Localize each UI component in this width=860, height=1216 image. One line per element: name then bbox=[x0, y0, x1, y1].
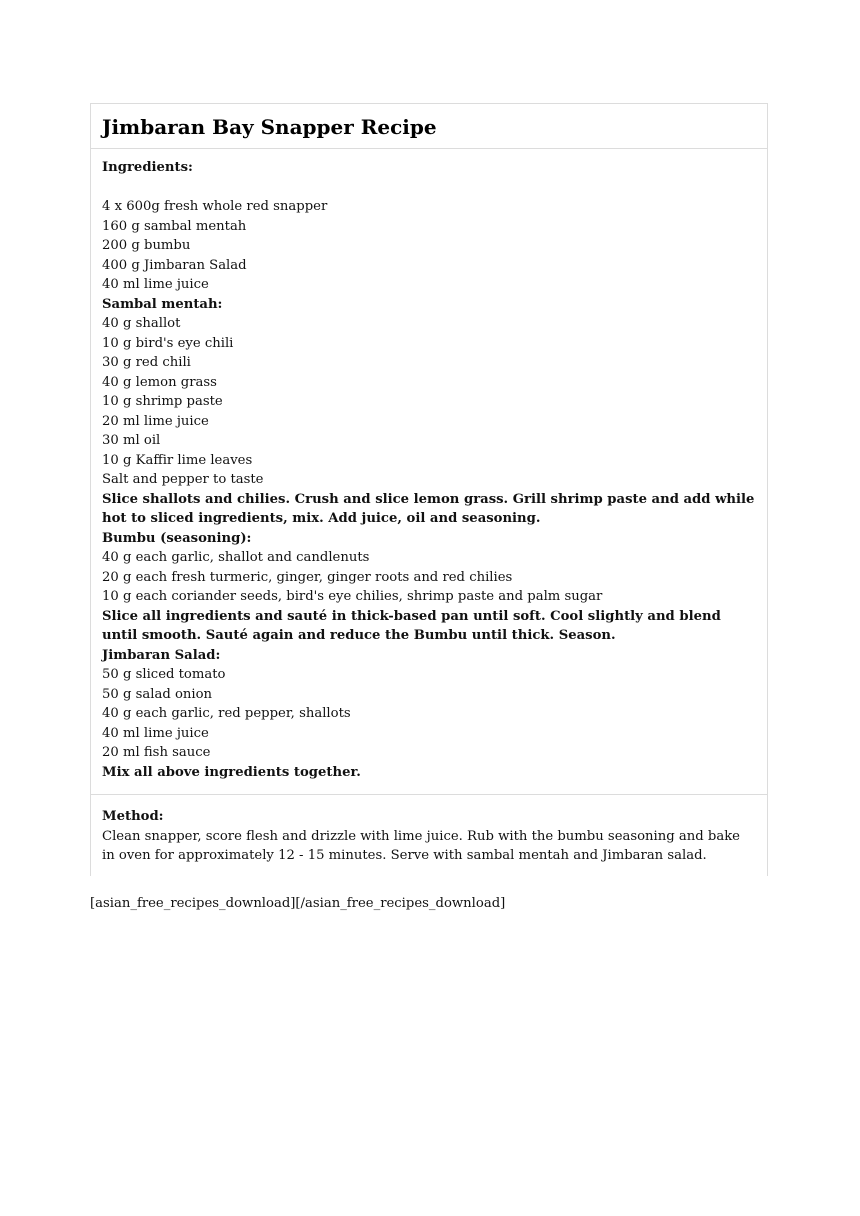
recipe-title: Jimbaran Bay Snapper Recipe bbox=[102, 115, 437, 139]
sambal-item: 40 g shallot bbox=[102, 316, 181, 331]
bumbu-instructions: Slice all ingredients and sauté in thick-based pan until soft. Cool slightly and blend until smooth. Sauté again and reduce the Bumbu until thick. Season. bbox=[102, 608, 721, 643]
sambal-instructions: Slice shallots and chilies. Crush and slice lemon grass. Grill shrimp paste and add while hot to sliced ingredients, mix. Add juice, oil and seasoning. bbox=[102, 491, 755, 526]
sambal-item: 30 ml oil bbox=[102, 433, 161, 448]
recipe-header bbox=[91, 104, 767, 149]
method-text: Clean snapper, score flesh and drizzle with lime juice. Rub with the bumbu seasoning and bake in oven for approximately 12 - 15 minutes. Serve with sambal mentah and Jimbaran salad. bbox=[102, 828, 740, 863]
ingredient-item: 160 g sambal mentah bbox=[102, 218, 247, 234]
salad-item: 20 ml fish sauce bbox=[102, 745, 211, 760]
sambal-item: 30 g red chili bbox=[102, 355, 191, 370]
ingredients-heading: Ingredients: bbox=[102, 160, 193, 175]
ingredient-item: 40 ml lime juice bbox=[102, 277, 209, 292]
method-section bbox=[91, 795, 767, 876]
sambal-item: 10 g shrimp paste bbox=[102, 394, 223, 409]
ingredient-item: 4 x 600g fresh whole red snapper bbox=[102, 199, 328, 214]
salad-item: 40 ml lime juice bbox=[102, 725, 209, 741]
sambal-heading: Sambal mentah: bbox=[102, 296, 223, 312]
bumbu-item: 10 g each coriander seeds, bird's eye chilies, shrimp paste and palm sugar bbox=[102, 589, 603, 604]
sambal-item: 20 ml lime juice bbox=[102, 413, 209, 429]
ingredient-item: 400 g Jimbaran Salad bbox=[102, 257, 247, 273]
ingredient-item: 200 g bumbu bbox=[102, 238, 191, 253]
sambal-item: 10 g bird's eye chili bbox=[102, 335, 234, 351]
spacer bbox=[102, 178, 756, 198]
salad-item: 50 g sliced tomato bbox=[102, 667, 226, 682]
ingredients-section bbox=[91, 149, 767, 795]
recipe-card bbox=[90, 103, 768, 876]
sambal-item: 10 g Kaffir lime leaves bbox=[102, 452, 253, 468]
bumbu-item: 20 g each fresh turmeric, ginger, ginger roots and red chilies bbox=[102, 569, 513, 585]
sambal-item: 40 g lemon grass bbox=[102, 374, 217, 390]
salad-item: 50 g salad onion bbox=[102, 686, 213, 702]
sambal-item: Salt and pepper to taste bbox=[102, 472, 264, 487]
method-heading: Method: bbox=[102, 809, 164, 824]
bumbu-heading: Bumbu (seasoning): bbox=[102, 530, 252, 546]
download-shortcode: [asian_free_recipes_download][/asian_free_recipes_download] bbox=[90, 896, 506, 911]
bumbu-item: 40 g each garlic, shallot and candlenuts bbox=[102, 550, 370, 565]
salad-heading: Jimbaran Salad: bbox=[102, 647, 221, 663]
salad-instructions: Mix all above ingredients together. bbox=[102, 764, 361, 780]
salad-item: 40 g each garlic, red pepper, shallots bbox=[102, 706, 351, 721]
